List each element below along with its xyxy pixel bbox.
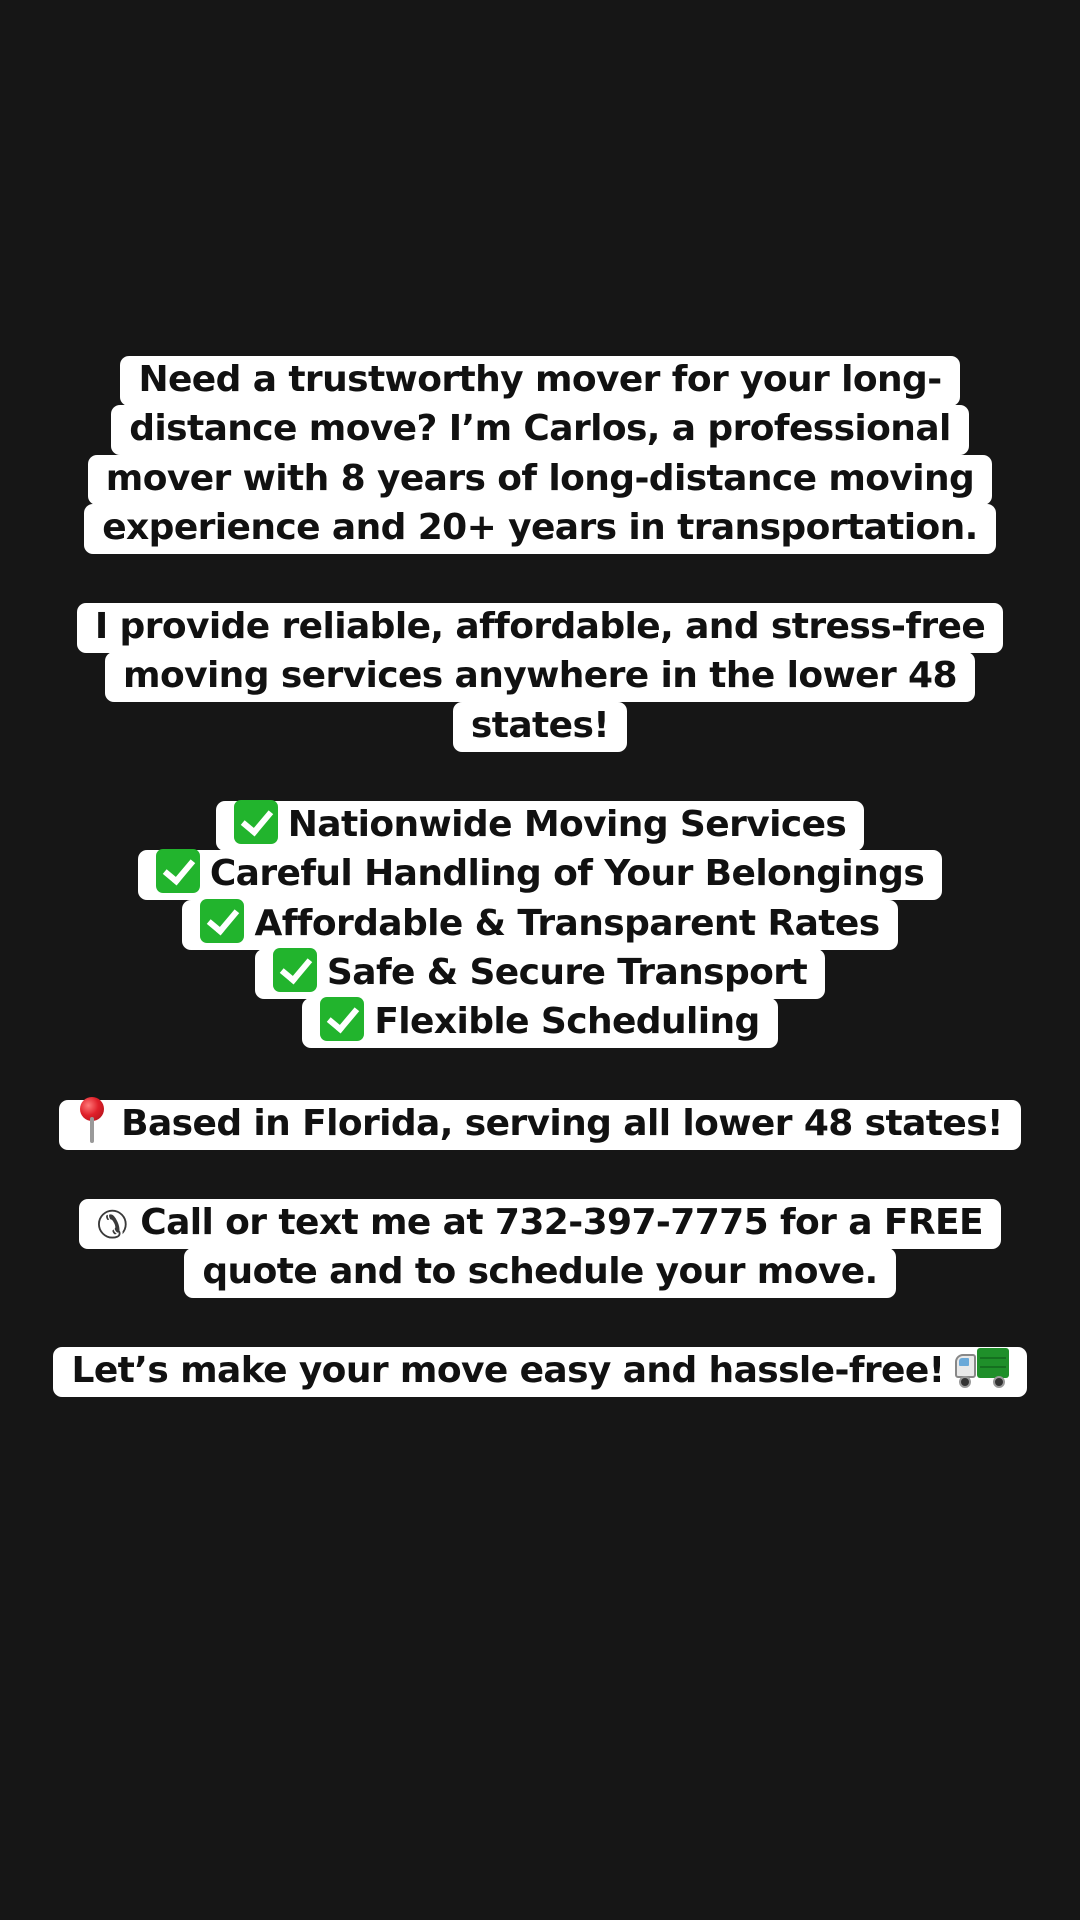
- closing-line: [0, 1346, 1080, 1395]
- feature-item: [138, 850, 942, 900]
- closing-text: [53, 1347, 1026, 1397]
- services-line: states!: [453, 702, 627, 752]
- location-label: Based in Florida, serving all lower 48 states!: [121, 1102, 1003, 1144]
- intro-line: experience and 20+ years in transportation.: [84, 504, 996, 554]
- truck-icon: [955, 1346, 1009, 1390]
- contact-paragraph: [0, 1198, 1080, 1297]
- feature-label: Flexible Scheduling: [374, 1001, 760, 1043]
- feature-item: [255, 949, 825, 999]
- feature-label: Careful Handling of Your Belongings: [209, 853, 925, 895]
- feature-label: Nationwide Moving Services: [287, 804, 847, 846]
- contact-line: [79, 1199, 1001, 1249]
- feature-item: [302, 998, 777, 1048]
- intro-line: distance move? I’m Carlos, a professional: [111, 405, 969, 455]
- intro-line: mover with 8 years of long-distance moving: [88, 455, 992, 505]
- location-line: [0, 1097, 1080, 1148]
- contact-label: Call or text me at 732-397-7775 for a FREE: [140, 1201, 983, 1243]
- check-mark-icon: [320, 997, 364, 1041]
- feature-label: Safe & Secure Transport: [326, 951, 808, 993]
- check-mark-icon: [200, 899, 244, 943]
- feature-label: Affordable & Transparent Rates: [254, 902, 880, 944]
- feature-item: [216, 801, 864, 851]
- check-mark-icon: [156, 849, 200, 893]
- intro-paragraph: [0, 355, 1080, 552]
- check-mark-icon: [234, 800, 278, 844]
- contact-line: quote and to schedule your move.: [184, 1248, 895, 1298]
- pin-icon: [77, 1097, 107, 1143]
- story-text: [0, 355, 1080, 1396]
- phone-icon: ✆: [97, 1202, 129, 1247]
- closing-label: Let’s make your move easy and hassle-free!: [71, 1350, 945, 1392]
- feature-item: [182, 900, 897, 950]
- services-line: I provide reliable, affordable, and stress-free: [77, 603, 1003, 653]
- intro-line: Need a trustworthy mover for your long-: [120, 356, 959, 406]
- services-line: moving services anywhere in the lower 48: [105, 652, 975, 702]
- check-mark-icon: [273, 948, 317, 992]
- location-text: [59, 1100, 1021, 1150]
- services-paragraph: [0, 602, 1080, 750]
- feature-list: [0, 800, 1080, 1046]
